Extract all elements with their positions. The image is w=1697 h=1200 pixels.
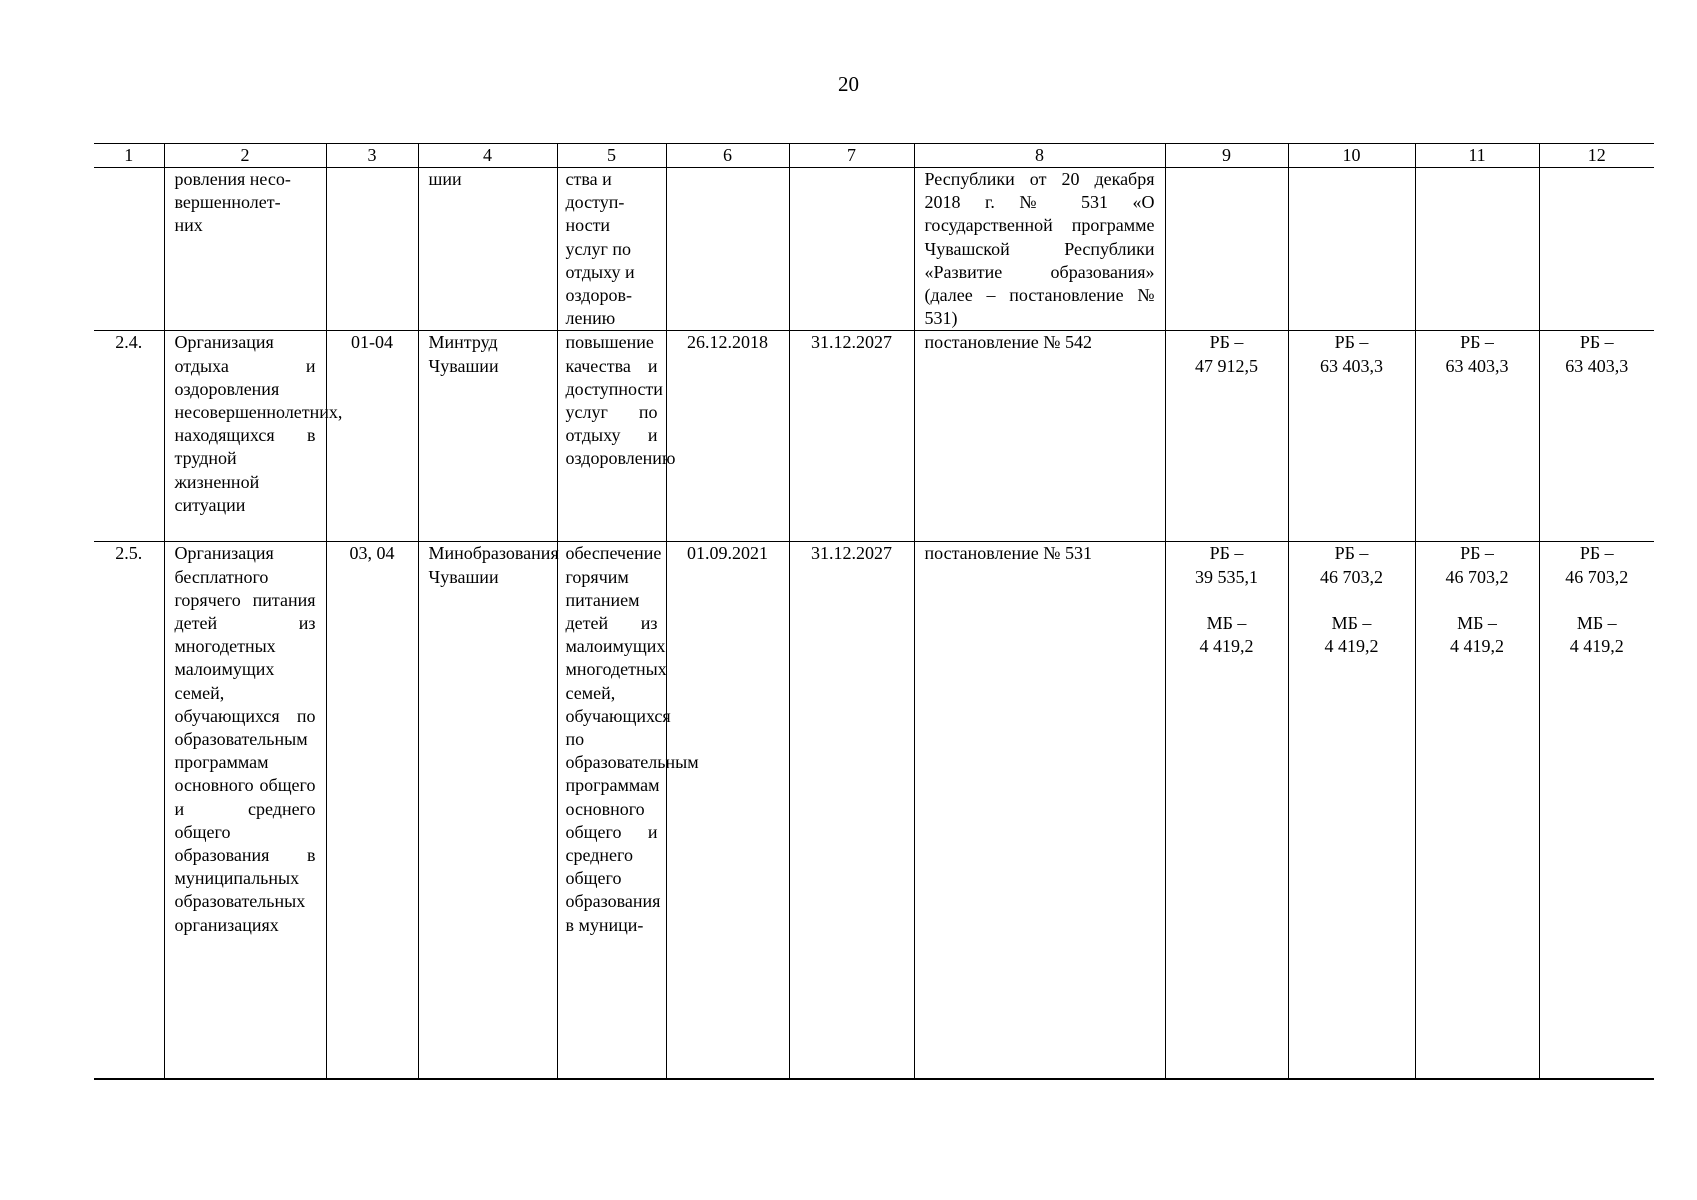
task-code: 03, 04 [326,542,418,1079]
start-date: 26.12.2018 [666,331,789,542]
funding-9 [1165,168,1288,331]
table-row [94,542,1654,1079]
header-cell: 8 [914,144,1165,168]
row-number: 2.4. [94,331,164,542]
header-cell: 6 [666,144,789,168]
funding-11 [1415,168,1539,331]
row-number: 2.5. [94,542,164,1079]
end-date: 31.12.2027 [789,542,914,1079]
header-cell: 4 [418,144,557,168]
task-code [326,168,418,331]
executor: Минобразования Чувашии [418,542,557,1079]
start-date: 01.09.2021 [666,542,789,1079]
row-number [94,168,164,331]
funding-9: РБ – 47 912,5 [1165,331,1288,542]
header-cell: 12 [1539,144,1654,168]
funding-10: РБ – 46 703,2 МБ – 4 419,2 [1288,542,1415,1079]
legal-document: постановление № 531 [914,542,1165,1079]
header-row [94,144,1654,168]
header-cell: 3 [326,144,418,168]
funding-10: РБ – 63 403,3 [1288,331,1415,542]
executor: шии [418,168,557,331]
measure-name: ровления несо- вершеннолет- них [164,168,326,331]
funding-11: РБ – 63 403,3 [1415,331,1539,542]
legal-document: Республики от 20 декабря 2018 г. № 531 «О государственной программе Чувашской Республики «Развитие образования» (далее – постановление № 531) [914,168,1165,331]
header-cell: 5 [557,144,666,168]
header-cell: 10 [1288,144,1415,168]
program-table [94,143,1654,1080]
header-cell: 2 [164,144,326,168]
task-code: 01-04 [326,331,418,542]
header-cell: 11 [1415,144,1539,168]
page-number: 20 [838,72,859,96]
measure-name: Организация бесплатного горячего питания детей из многодетных малоимущих семей, обучающихся по образовательным программам основного общего и среднего общего образования в муниципальных образовательных организациях [164,542,326,1079]
funding-9: РБ – 39 535,1 МБ – 4 419,2 [1165,542,1288,1079]
funding-12 [1539,168,1654,331]
table-row [94,331,1654,542]
expected-result: повышение качества и доступности услуг по отдыху и оздоровлению [557,331,666,542]
funding-12: РБ – 63 403,3 [1539,331,1654,542]
header-cell: 7 [789,144,914,168]
executor: Минтруд Чувашии [418,331,557,542]
expected-result: обеспечение горячим питанием детей из малоимущих многодетных семей, обучающихся по образовательным программам основного общего и среднего общего образования в муници- [557,542,666,1079]
end-date: 31.12.2027 [789,331,914,542]
header-cell: 1 [94,144,164,168]
funding-11: РБ – 46 703,2 МБ – 4 419,2 [1415,542,1539,1079]
funding-12: РБ – 46 703,2 МБ – 4 419,2 [1539,542,1654,1079]
start-date [666,168,789,331]
measure-name: Организация отдыха и оздоровления несовершеннолетних, находящихся в трудной жизненной ситуации [164,331,326,542]
end-date [789,168,914,331]
header-cell: 9 [1165,144,1288,168]
expected-result: ства и доступ- ности услуг по отдыху и оздоров- лению [557,168,666,331]
funding-10 [1288,168,1415,331]
table-row [94,168,1654,331]
legal-document: постановление № 542 [914,331,1165,542]
